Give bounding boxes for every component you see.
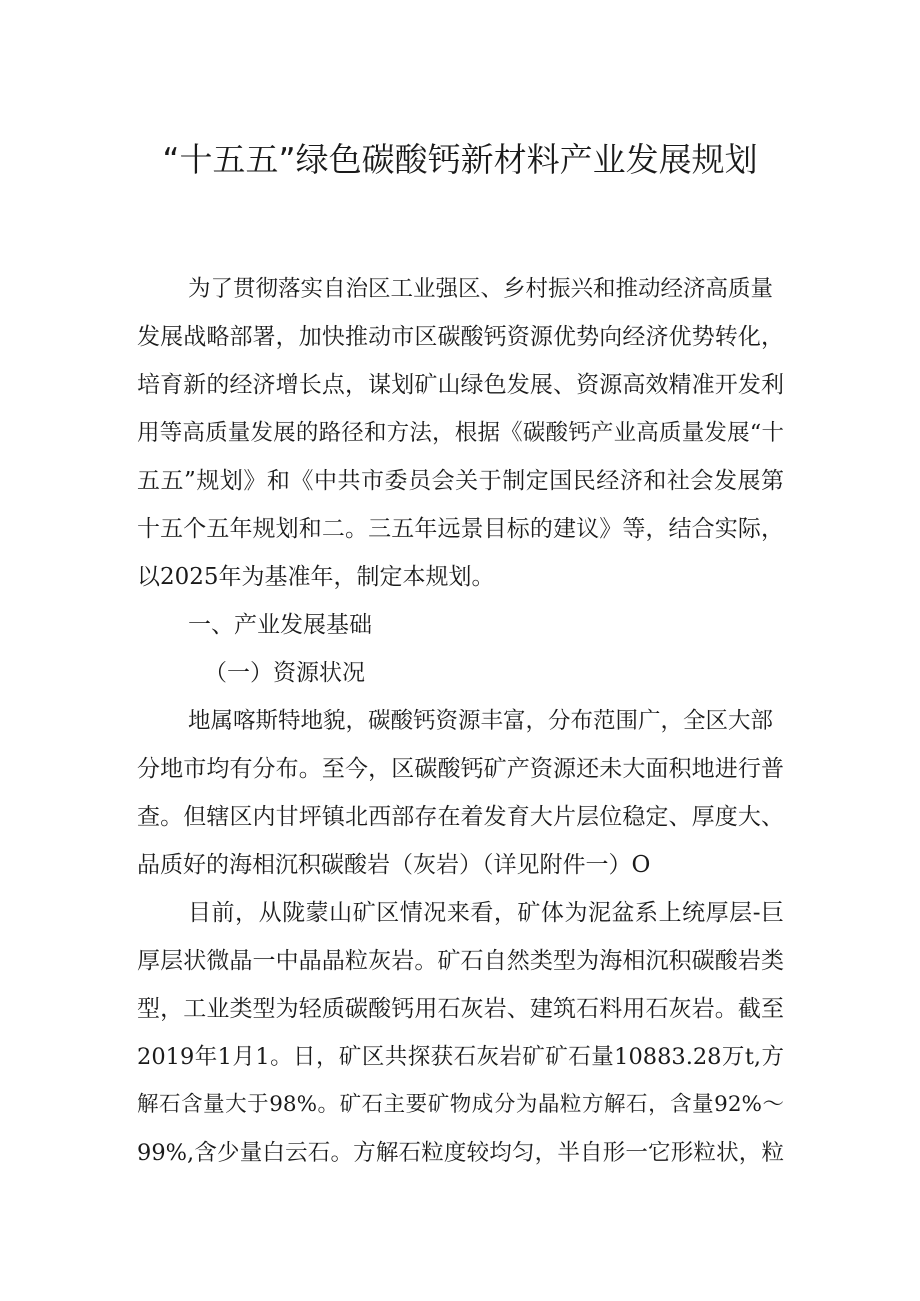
paragraph-line: 为了贯彻落实自治区工业强区、乡村振兴和推动经济高质量 [188, 276, 774, 302]
paragraph-line: 品质好的海相沉积碳酸岩（灰岩）（详见附件一）O [137, 852, 651, 878]
paragraph-line: 用等高质量发展的路径和方法，根据《碳酸钙产业高质量发展“十 [137, 420, 784, 446]
paragraph-line: 十五个五年规划和二。三五年远景目标的建议》等，结合实际， [137, 516, 784, 542]
paragraph-line: 查。但辖区内甘坪镇北西部存在着发育大片层位稳定、厚度大、 [137, 804, 784, 830]
paragraph-line: 2019年1月1。日，矿区共探获石灰岩矿矿石量10883.28万t,方 [137, 1044, 784, 1070]
section-heading: 一、产业发展基础 [188, 612, 372, 638]
paragraph-line: 以2025年为基准年，制定本规划。 [137, 564, 495, 590]
paragraph-line: 发展战略部署，加快推动市区碳酸钙资源优势向经济优势转化， [137, 324, 784, 350]
paragraph-line: 分地市均有分布。至今，区碳酸钙矿产资源还未大面积地进行普 [137, 756, 784, 782]
document-title: “十五五”绿色碳酸钙新材料产业发展规划 [162, 140, 758, 179]
paragraph-line: 99%,含少量白云石。方解石粒度较均匀，半自形一它形粒状，粒 [137, 1140, 784, 1166]
paragraph-line: 培育新的经济增长点，谋划矿山绿色发展、资源高效精准开发利 [137, 372, 784, 398]
paragraph-line: 地属喀斯特地貌，碳酸钙资源丰富，分布范围广，全区大部 [188, 708, 774, 734]
paragraph-line: 厚层状微晶一中晶晶粒灰岩。矿石自然类型为海相沉积碳酸岩类 [137, 948, 784, 974]
paragraph-line: 目前，从陇蒙山矿区情况来看，矿体为泥盆系上统厚层-巨 [188, 900, 784, 926]
paragraph-line: 五五”规划》和《中共市委员会关于制定国民经济和社会发展第 [137, 468, 784, 494]
paragraph-line: 型，工业类型为轻质碳酸钙用石灰岩、建筑石料用石灰岩。截至 [137, 996, 784, 1022]
paragraph-line: 解石含量大于98%。矿石主要矿物成分为晶粒方解石，含量92%～ [137, 1092, 784, 1117]
subsection-heading: （一）资源状况 [204, 660, 365, 686]
